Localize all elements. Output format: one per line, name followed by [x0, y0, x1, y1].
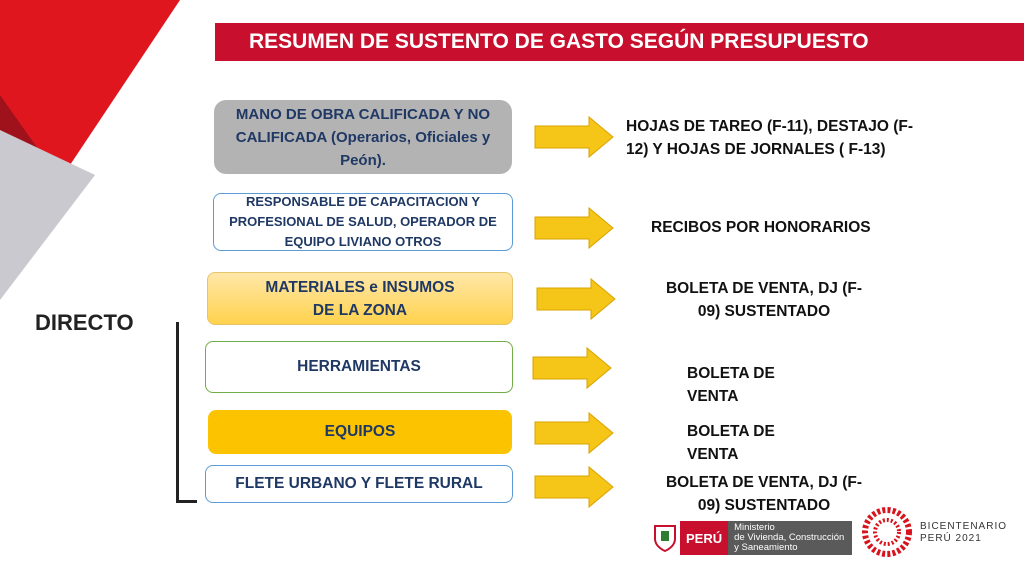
category-box-equipment: [208, 410, 512, 454]
document-label: BOLETA DE VENTA: [687, 365, 775, 405]
corner-decoration: [0, 0, 200, 320]
category-box-professionals: [213, 193, 513, 251]
category-label: MATERIALES e INSUMOS DE LA ZONA: [265, 278, 455, 319]
category-label: MANO DE OBRA CALIFICADA Y NO CALIFICADA (Operarios, Oficiales y Peón).: [235, 105, 491, 169]
arrow-icon: [531, 346, 613, 390]
category-label: HERRAMIENTAS: [297, 358, 421, 375]
document-label: RECIBOS POR HONORARIOS: [651, 219, 871, 236]
category-label: EQUIPOS: [324, 423, 396, 440]
category-box-materials: [207, 272, 513, 325]
category-box-freight: [205, 465, 513, 503]
peru-label: PERÚ: [680, 521, 728, 555]
document-label: BOLETA DE VENTA, DJ (F-09) SUSTENTADO: [665, 280, 863, 320]
coat-of-arms-icon: [650, 521, 680, 555]
arrow-icon: [533, 465, 615, 509]
category-label: RESPONSABLE DE CAPACITACION Y PROFESIONAL DE SALUD, OPERADOR DE EQUIPO LIVIANO OTROS: [229, 194, 497, 249]
document-label: HOJAS DE TAREO (F-11), DESTAJO (F-12) Y HOJAS DE JORNALES ( F-13): [626, 118, 914, 158]
page-title: RESUMEN DE SUSTENTO DE GASTO SEGÚN PRESUPUESTO: [215, 23, 1024, 61]
bicentenario-emblem-icon: [860, 505, 914, 559]
arrow-icon: [535, 277, 617, 321]
category-box-labor: [214, 100, 512, 174]
arrow-icon: [533, 411, 615, 455]
left-label: DIRECTO: [35, 310, 134, 335]
ministry-logo: [650, 521, 852, 555]
bracket-line: [176, 322, 197, 503]
arrow-icon: [533, 206, 615, 250]
bicentenario-text: BICENTENARIO PERÚ 2021: [920, 521, 1008, 544]
ministry-name: Ministerio de Vivienda, Construcción y Saneamiento: [728, 521, 852, 555]
document-label: BOLETA DE VENTA: [687, 423, 775, 463]
arrow-icon: [533, 115, 615, 159]
category-label: FLETE URBANO Y FLETE RURAL: [235, 475, 483, 492]
document-label: BOLETA DE VENTA, DJ (F-09) SUSTENTADO: [665, 474, 863, 514]
category-box-tools: [205, 341, 513, 393]
